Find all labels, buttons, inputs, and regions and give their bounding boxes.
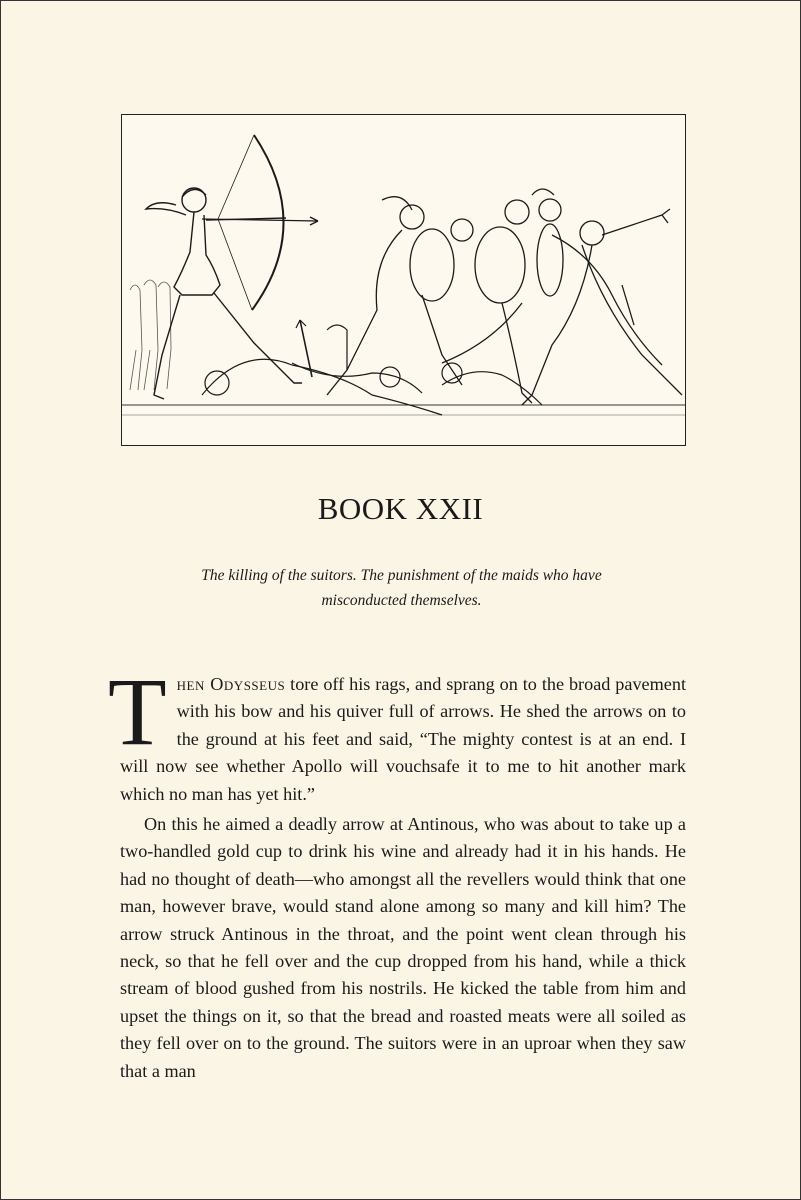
paragraph-1 xyxy=(108,658,686,808)
chapter-summary xyxy=(161,563,642,613)
summary-line-1: The killing of the suitors. The punishment of the maids who have xyxy=(201,567,602,584)
summary-line-2: misconducted themselves. xyxy=(321,592,482,609)
drop-cap: T xyxy=(108,658,167,765)
engraving-illustration xyxy=(121,114,686,446)
paragraph-2: On this he aimed a deadly arrow at Antinous, who was about to take up a two-handled gold cup to drink his wine and already had it in his hands. He had no thought of death—who amongst all the revellers would think that one man, however brave, would stand alone among so many and kill him? The arrow struck Antinous in the throat, and the point went clean through his neck, so that he fell over and the cup dropped from his hand, while a thick stream of blood gushed from his nostrils. He kicked the table from him and upset the things on it, so that the bread and roasted meats were all soiled as they fell over on to the ground. The suitors were in an uproar when they saw that a man xyxy=(120,814,686,1081)
chapter-title: BOOK XXII xyxy=(317,491,484,526)
paragraph-1-text: tore off his rags, and sprang on to the broad pavement with his bow and his quiver full of arrows. He shed the arrows on to the ground at his feet and said, “The mighty contest is at an end. I will now see whether Apollo will vouchsafe it to me to hit another mark which no man has yet hit.” xyxy=(120,674,686,804)
opening-small-caps: hen Odysseus xyxy=(176,674,286,694)
engraving-odysseus-archery-icon xyxy=(122,115,685,445)
body-text xyxy=(108,658,686,1085)
